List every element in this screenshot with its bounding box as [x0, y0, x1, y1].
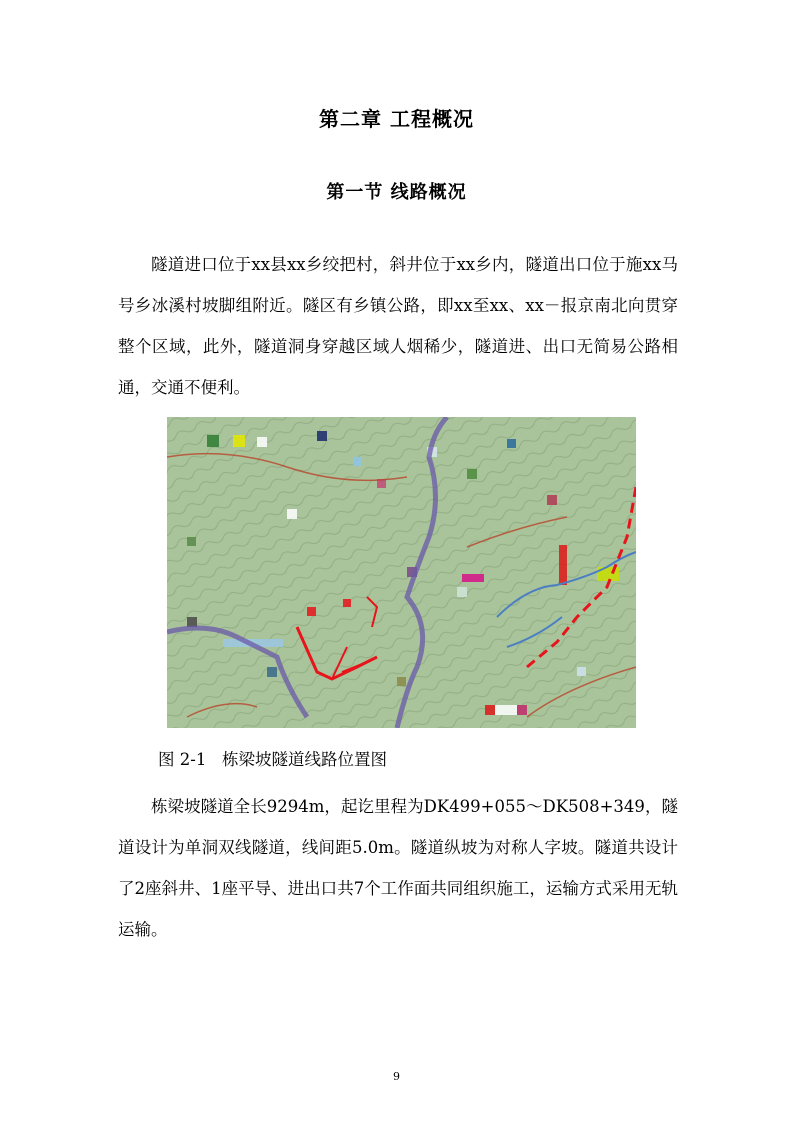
town-marker [462, 574, 484, 582]
figure-caption: 图 2-1 栋梁坡隧道线路位置图 [158, 750, 388, 769]
route-location-map [167, 417, 636, 728]
paragraph-tunnel-design: 栋梁坡隧道全长9294m，起讫里程为DK499+055～DK508+349，隧道设计为单洞双线隧道，线间距5.0m。隧道纵坡为对称人字坡。隧道共设计了2座斜井、1座平导、进出口共7个工作面共同组织施工，运输方式采用无轨运输。 [118, 797, 678, 939]
page-number: 9 [393, 1070, 400, 1083]
chapter-title: 第二章 工程概况 [319, 107, 474, 131]
section-title: 第一节 线路概况 [326, 182, 467, 203]
paragraph-location: 隧道进口位于xx县xx乡绞把村，斜井位于xx乡内，隧道出口位于施xx马号乡冰溪村坡脚组附近。隧区有乡镇公路，即xx至xx、xx－报京南北向贯穿整个区域，此外，隧道洞身穿越区域人烟稀少，隧道进、出口无简易公路相通，交通不便利。 [118, 255, 678, 397]
